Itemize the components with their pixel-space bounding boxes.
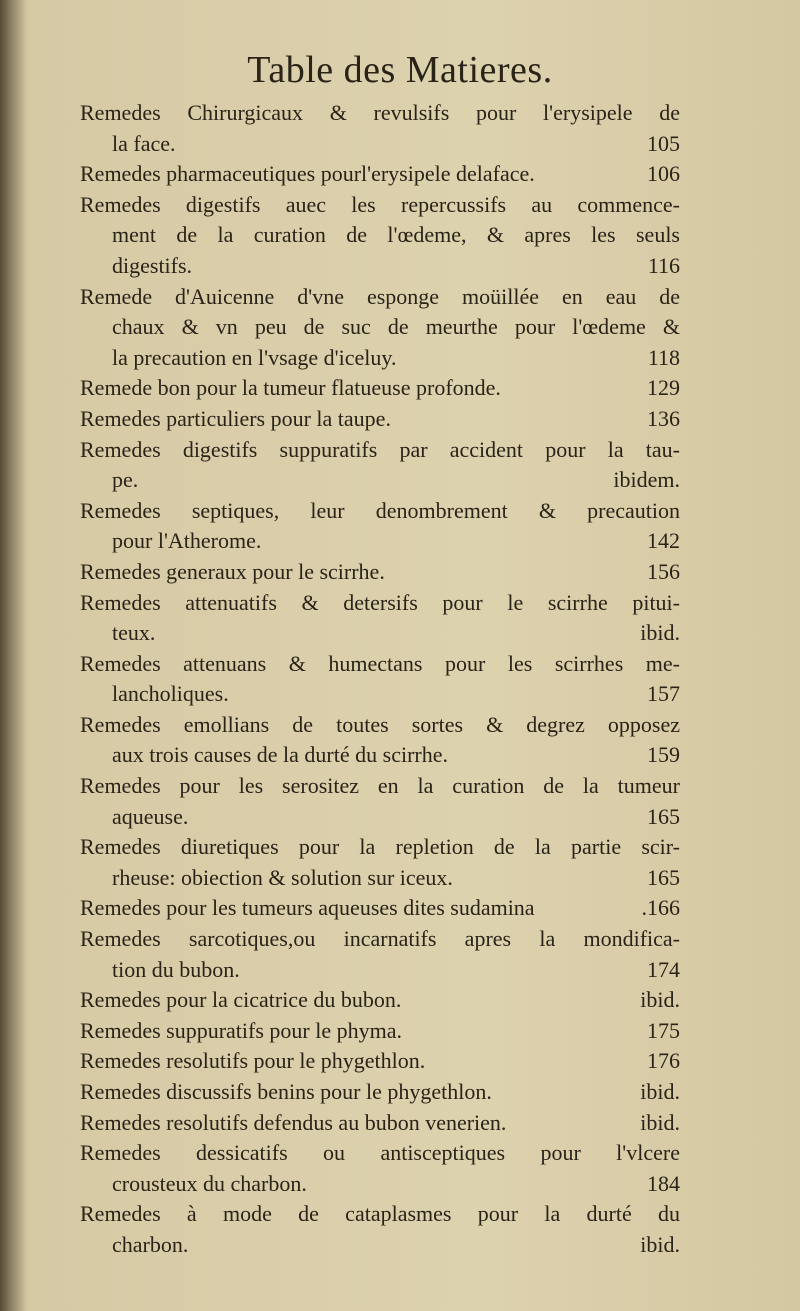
entry-line [80, 526, 680, 557]
entry-line [80, 343, 680, 374]
entry-line [80, 710, 680, 741]
entry-line [80, 1199, 680, 1230]
binding-shadow [0, 0, 26, 1311]
entry-text: Remedes generaux pour le scirrhe. [80, 558, 385, 584]
entry-text: la precaution en l'vsage d'iceluy. [112, 344, 397, 370]
entry-page-number: 136 [647, 405, 680, 431]
index-entry [80, 1199, 680, 1260]
index-entry [80, 496, 680, 557]
index-entry [80, 832, 680, 893]
entry-page-number: 175 [647, 1017, 680, 1043]
entry-text: Remedes attenuans & humectans pour les scirrhes me- [80, 650, 680, 676]
index-entry [80, 1016, 680, 1047]
entry-text: Remedes dessicatifs ou antisceptiques pour l'vlcere [80, 1140, 680, 1166]
entry-text: Remedes pour les tumeurs aqueuses dites sudamina [80, 895, 535, 921]
entry-text: Remedes pour les serositez en la curation de la tumeur [80, 773, 680, 799]
entry-page-number: 156 [647, 558, 680, 584]
index-entry [80, 1138, 680, 1199]
entry-page-number: 159 [647, 742, 680, 768]
index-entry [80, 985, 680, 1016]
entry-text: Remedes Chirurgicaux & revulsifs pour l'erysipele de [80, 100, 680, 125]
entry-page-number: 129 [647, 375, 680, 401]
entry-text: chaux & vn peu de suc de meurthe pour l'œdeme & [112, 314, 680, 340]
entry-text: ment de la curation de l'œdeme, & apres les seuls [112, 222, 680, 248]
entry-line [80, 129, 680, 160]
entry-line [80, 1077, 680, 1108]
entry-line [80, 863, 680, 894]
entry-page-number: .166 [641, 895, 680, 921]
entry-text: pe. [112, 467, 139, 493]
entry-line [80, 1108, 680, 1139]
entry-page-number: ibid. [640, 987, 680, 1013]
index-entry [80, 649, 680, 710]
index-entry [80, 1077, 680, 1108]
entry-text: Remedes resolutifs pour le phygethlon. [80, 1048, 426, 1074]
entry-page-number: ibid. [640, 1109, 680, 1135]
entry-page-number: 105 [647, 130, 680, 156]
entry-text: Remede d'Auicenne d'vne esponge moüillée en eau de [80, 283, 680, 309]
index-entry [80, 893, 680, 924]
entry-page-number: 106 [647, 161, 680, 187]
entry-text: charbon. [112, 1231, 189, 1257]
entry-line [80, 1169, 680, 1200]
entry-page-number: ibid. [640, 1231, 680, 1257]
entry-text: Remedes digestifs suppuratifs par accident pour la tau- [80, 436, 680, 462]
index-entry [80, 924, 680, 985]
index-entry [80, 373, 680, 404]
entry-line [80, 159, 680, 190]
entry-line [80, 251, 680, 282]
index-entry [80, 435, 680, 496]
entry-page-number: 116 [647, 252, 680, 278]
entry-line [80, 465, 680, 496]
entry-page-number: 118 [647, 344, 680, 370]
entry-page-number: 165 [647, 864, 680, 890]
entry-line [80, 1046, 680, 1077]
entry-line [80, 404, 680, 435]
entry-page-number: 174 [647, 956, 680, 982]
entry-text: Remedes pour la cicatrice du bubon. [80, 987, 402, 1013]
entry-text: tion du bubon. [112, 956, 240, 982]
entry-text: digestifs. [112, 252, 193, 278]
entry-text: Remede bon pour la tumeur flatueuse profonde. [80, 375, 501, 401]
entry-line [80, 985, 680, 1016]
entry-line [80, 557, 680, 588]
entry-line [80, 282, 680, 313]
entry-text: rheuse: obiection & solution sur iceux. [112, 864, 453, 890]
entry-line [80, 435, 680, 466]
page-title: Table des Matieres. [247, 49, 553, 91]
index-entry [80, 588, 680, 649]
entry-line [80, 802, 680, 833]
entry-text: pour l'Atherome. [112, 528, 262, 554]
index-entry [80, 1046, 680, 1077]
index-entry [80, 1108, 680, 1139]
entry-text: aux trois causes de la durté du scirrhe. [112, 742, 448, 768]
index-entries [80, 98, 680, 1261]
entry-page-number: 165 [647, 803, 680, 829]
entry-text: Remedes attenuatifs & detersifs pour le scirrhe pitui- [80, 589, 680, 615]
entry-line [80, 893, 680, 924]
entry-text: aqueuse. [112, 803, 189, 829]
index-entry [80, 190, 680, 282]
entry-text: teux. [112, 620, 156, 646]
entry-text: la face. [112, 130, 176, 156]
index-entry [80, 159, 680, 190]
entry-text: Remedes suppuratifs pour le phyma. [80, 1017, 402, 1043]
entry-line [80, 496, 680, 527]
entry-line [80, 1138, 680, 1169]
entry-line [80, 955, 680, 986]
entry-line [80, 373, 680, 404]
index-entry [80, 771, 680, 832]
entry-page-number: ibidem. [613, 467, 680, 493]
entry-text: Remedes particuliers pour la taupe. [80, 405, 391, 431]
entry-text: Remedes digestifs auec les repercussifs au commence- [80, 191, 680, 217]
entry-text: lancholiques. [112, 681, 229, 707]
index-entry [80, 710, 680, 771]
entry-line [80, 1016, 680, 1047]
entry-line [80, 1230, 680, 1261]
entry-line [80, 679, 680, 710]
index-entry [80, 98, 680, 159]
entry-text: crousteux du charbon. [112, 1170, 307, 1196]
entry-text: Remedes pharmaceutiques pourl'erysipele delaface. [80, 161, 535, 187]
entry-page-number: 157 [647, 681, 680, 707]
entry-page-number: ibid. [640, 620, 680, 646]
entry-text: Remedes diuretiques pour la repletion de la partie scir- [80, 834, 680, 860]
entry-page-number: ibid. [640, 1079, 680, 1104]
entry-line [80, 588, 680, 619]
index-entry [80, 557, 680, 588]
entry-text: Remedes septiques, leur denombrement & precaution [80, 497, 680, 523]
entry-line [80, 832, 680, 863]
entry-page-number: 184 [647, 1170, 680, 1196]
entry-text: Remedes resolutifs defendus au bubon venerien. [80, 1109, 507, 1135]
entry-text: Remedes discussifs benins pour le phygethlon. [80, 1079, 492, 1104]
entry-text: Remedes sarcotiques,ou incarnatifs apres la mondifica- [80, 926, 680, 952]
index-entry [80, 282, 680, 374]
entry-page-number: 142 [647, 528, 680, 554]
entry-text: Remedes emollians de toutes sortes & degrez opposez [80, 711, 680, 737]
entry-page-number: 176 [647, 1048, 680, 1074]
index-entry [80, 404, 680, 435]
entry-line [80, 740, 680, 771]
entry-line [80, 220, 680, 251]
entry-line [80, 771, 680, 802]
entry-line [80, 924, 680, 955]
entry-line [80, 649, 680, 680]
entry-text: Remedes à mode de cataplasmes pour la durté du [80, 1201, 680, 1227]
entry-line [80, 190, 680, 221]
entry-line [80, 312, 680, 343]
entry-line [80, 618, 680, 649]
entry-line [80, 98, 680, 129]
